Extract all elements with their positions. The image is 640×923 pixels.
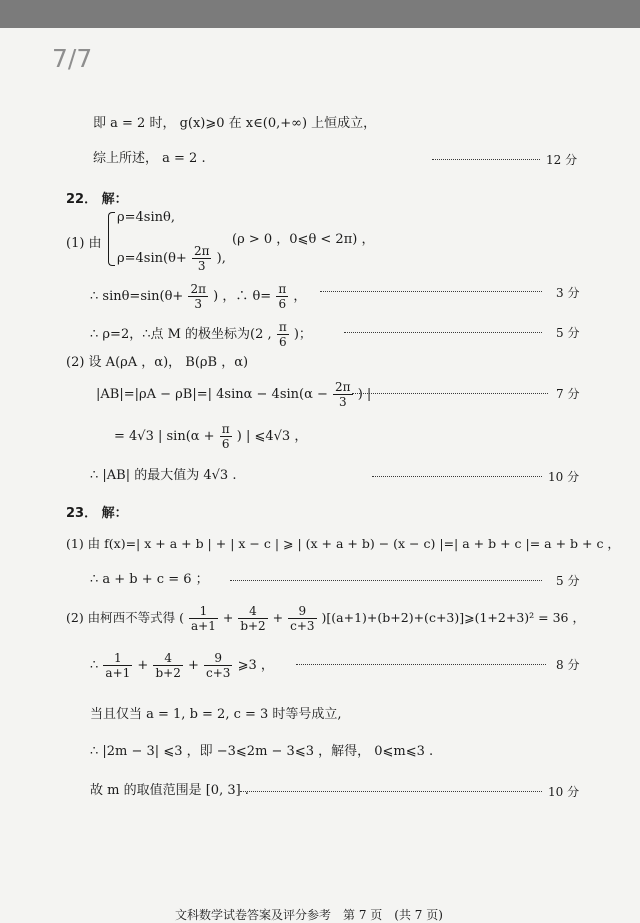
equation-part: ⩾3 ， [237, 658, 274, 673]
equation [90, 282, 306, 311]
fraction [189, 604, 218, 633]
score-label: 10 分 [548, 785, 580, 799]
fraction [277, 320, 289, 349]
fraction [288, 604, 316, 633]
denominator: 6 [221, 437, 230, 451]
part-label: (2) 设 A(ρA ，α)， B(ρB ，α) [66, 355, 249, 370]
denominator: 6 [278, 335, 287, 349]
equation-part: ∴ [90, 658, 99, 673]
dot-leader [352, 393, 548, 394]
denominator: c+3 [290, 619, 315, 633]
fraction [333, 380, 353, 409]
text-line: 当且仅当 a = 1, b = 2, c = 3 时等号成立, [90, 707, 342, 722]
numerator: 4 [238, 604, 267, 619]
numerator: 9 [204, 651, 232, 666]
equation-part: ) | [357, 387, 372, 402]
plus-sign: + [222, 610, 234, 625]
plus-sign: + [272, 610, 284, 625]
equation-part: (2) 由柯西不等式得 ( [66, 610, 185, 625]
equation [117, 244, 226, 273]
equation [96, 380, 371, 409]
equation-part: ) ，∴ θ= [213, 289, 272, 304]
denominator: a+1 [191, 619, 216, 633]
fraction [204, 651, 232, 680]
text-line: 故 m 的取值范围是 [0, 3] . [90, 783, 249, 798]
fraction [276, 282, 288, 311]
numerator: π [221, 422, 230, 436]
part-label: (1) 由 [66, 236, 102, 251]
numerator: 4 [153, 651, 182, 666]
dot-leader [432, 159, 540, 160]
equation-part: ρ=4sin(θ+ [117, 251, 187, 266]
equation: ∴ a + b + c = 6 ； [90, 572, 209, 587]
question-heading: 23． 解： [66, 506, 128, 521]
score-label: 10 分 [548, 470, 580, 484]
equation-part: ), [216, 251, 226, 266]
equation-part: ∴ sinθ=sin(θ+ [90, 289, 184, 304]
equation-part: = 4√3 | sin(α + [114, 429, 215, 444]
viewer-top-bar [0, 0, 640, 28]
equation-part: )； [293, 327, 312, 342]
page-footer: 文科数学试卷答案及评分参考 第 7 页 (共 7 页) [175, 908, 443, 922]
dot-leader [230, 580, 542, 581]
score-label: 7 分 [556, 387, 580, 401]
denominator: 3 [338, 395, 347, 409]
equation-part: |AB|=|ρA − ρB|=| 4sinα − 4sin(α − [96, 387, 328, 402]
text-line: ∴ |AB| 的最大值为 4√3 . [90, 468, 237, 483]
numerator: 1 [103, 651, 132, 666]
condition: (ρ > 0 ，0⩽θ < 2π) ， [232, 232, 375, 247]
score-label: 3 分 [556, 286, 580, 300]
score-label: 12 分 [546, 153, 578, 167]
denominator: b+2 [240, 619, 266, 633]
fraction [238, 604, 267, 633]
dot-leader [296, 664, 546, 665]
dot-leader [240, 791, 542, 792]
equation: ∴ |2m − 3| ⩽3 ，即 −3⩽2m − 3⩽3 ，解得， 0⩽m⩽3 . [90, 744, 434, 759]
denominator: a+1 [105, 666, 131, 680]
equation [90, 320, 312, 349]
brace [108, 212, 115, 266]
equation [90, 651, 274, 680]
denominator: 3 [194, 297, 203, 311]
equation-part: )[(a+1)+(b+2)+(c+3)]⩾(1+2+3)² = 36 ， [321, 610, 585, 625]
denominator: 3 [197, 259, 206, 273]
score-label: 8 分 [556, 658, 580, 672]
fraction [192, 244, 212, 273]
dot-leader [320, 291, 542, 292]
numerator: 2π [193, 244, 210, 258]
score-label: 5 分 [556, 326, 580, 340]
numerator: π [278, 282, 287, 296]
equation-part: ， [293, 289, 307, 304]
equation [114, 422, 307, 451]
plus-sign: + [137, 658, 149, 673]
equation: (1) 由 f(x)=| x + a + b | + | x − c | ⩾ | (x + a + b) − (x − c) |=| a + b + c |= a + b + c ， [66, 536, 620, 551]
denominator: c+3 [206, 666, 231, 680]
score-label: 5 分 [556, 574, 580, 588]
fraction [153, 651, 182, 680]
fraction [103, 651, 132, 680]
equation: ρ=4sinθ, [117, 210, 175, 225]
equation-part: ) | ⩽4√3 ， [236, 429, 308, 444]
numerator: 2π [335, 380, 351, 394]
equation-part: ∴ ρ=2，∴点 M 的极坐标为(2 , [90, 327, 272, 342]
denominator: b+2 [155, 666, 181, 680]
dot-leader [372, 476, 542, 477]
denominator: 6 [278, 297, 287, 311]
page-indicator: 7/7 [52, 44, 93, 73]
numerator: 1 [189, 604, 218, 619]
text-line: 即 a = 2 时， g(x)⩾0 在 x∈(0,+∞) 上恒成立， [93, 116, 377, 131]
dot-leader [344, 332, 542, 333]
plus-sign: + [187, 658, 199, 673]
text-line: 综上所述， a = 2 . [93, 151, 206, 166]
fraction [220, 422, 232, 451]
numerator: 2π [190, 282, 206, 296]
equation [66, 604, 585, 633]
numerator: 9 [288, 604, 316, 619]
numerator: π [278, 320, 287, 334]
fraction [188, 282, 208, 311]
question-heading: 22． 解： [66, 192, 128, 207]
